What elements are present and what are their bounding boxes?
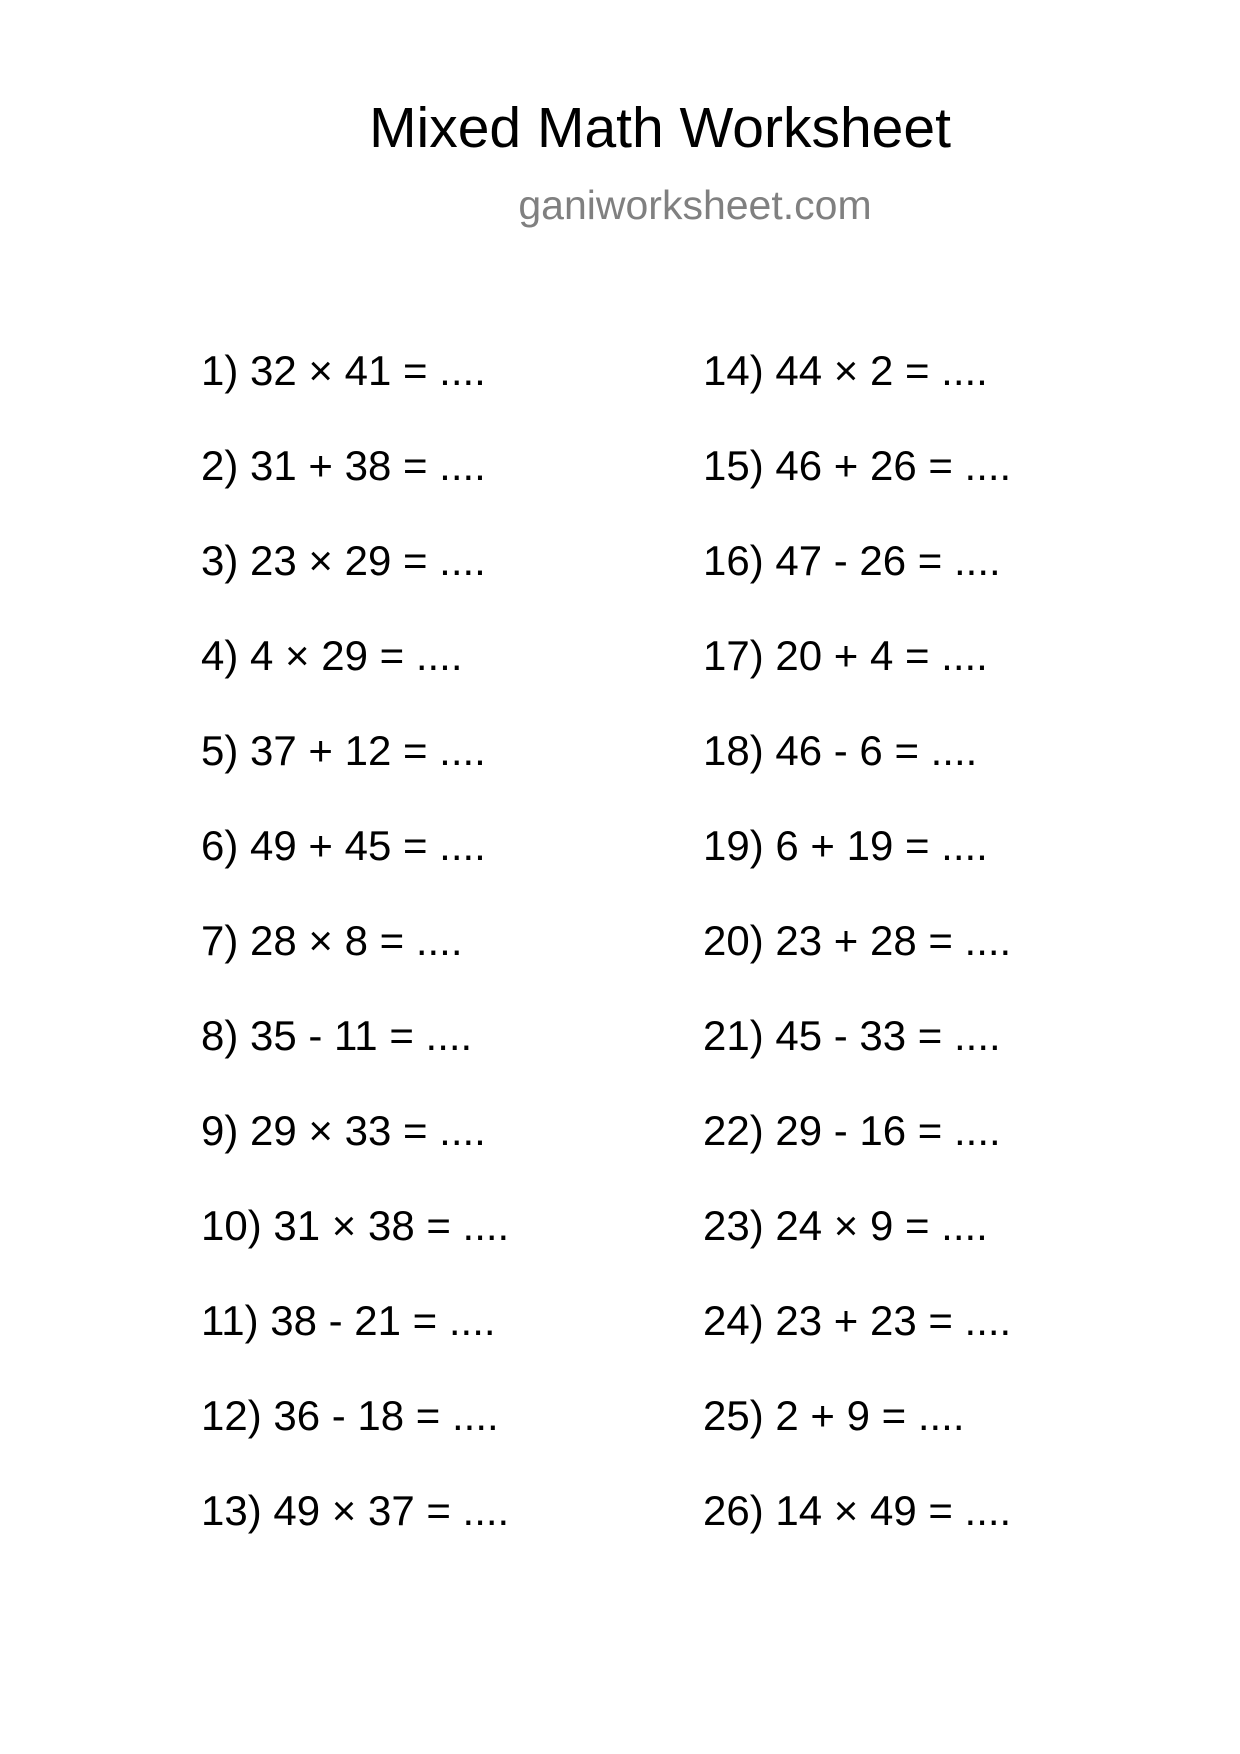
problem-16: 16) 47 - 26 = .... [703,537,1001,584]
problem-11: 11) 38 - 21 = .... [201,1297,496,1344]
problem-17: 17) 20 + 4 = .... [703,632,988,679]
problem-10: 10) 31 × 38 = .... [201,1202,510,1249]
problem-26: 26) 14 × 49 = .... [703,1487,1012,1534]
problem-2: 2) 31 + 38 = .... [201,442,486,489]
problem-12: 12) 36 - 18 = .... [201,1392,499,1439]
problem-23: 23) 24 × 9 = .... [703,1202,988,1249]
problem-18: 18) 46 - 6 = .... [703,727,978,774]
problem-5: 5) 37 + 12 = .... [201,727,486,774]
problem-9: 9) 29 × 33 = .... [201,1107,486,1154]
right-problem-column [703,347,1011,1582]
problem-22: 22) 29 - 16 = .... [703,1107,1001,1154]
problem-1: 1) 32 × 41 = .... [201,347,486,394]
problem-3: 3) 23 × 29 = .... [201,537,486,584]
worksheet-title: Mixed Math Worksheet [369,96,951,160]
left-problem-column [201,347,509,1582]
problem-4: 4) 4 × 29 = .... [201,632,463,679]
problem-20: 20) 23 + 28 = .... [703,917,1012,964]
problem-8: 8) 35 - 11 = .... [201,1012,473,1059]
worksheet-subtitle: ganiworksheet.com [518,182,872,228]
problem-19: 19) 6 + 19 = .... [703,822,988,869]
problem-14: 14) 44 × 2 = .... [703,347,988,394]
problem-21: 21) 45 - 33 = .... [703,1012,1001,1059]
problem-24: 24) 23 + 23 = .... [703,1297,1012,1344]
problem-6: 6) 49 + 45 = .... [201,822,486,869]
problem-25: 25) 2 + 9 = .... [703,1392,965,1439]
problem-13: 13) 49 × 37 = .... [201,1487,510,1534]
problem-7: 7) 28 × 8 = .... [201,917,463,964]
problem-15: 15) 46 + 26 = .... [703,442,1012,489]
